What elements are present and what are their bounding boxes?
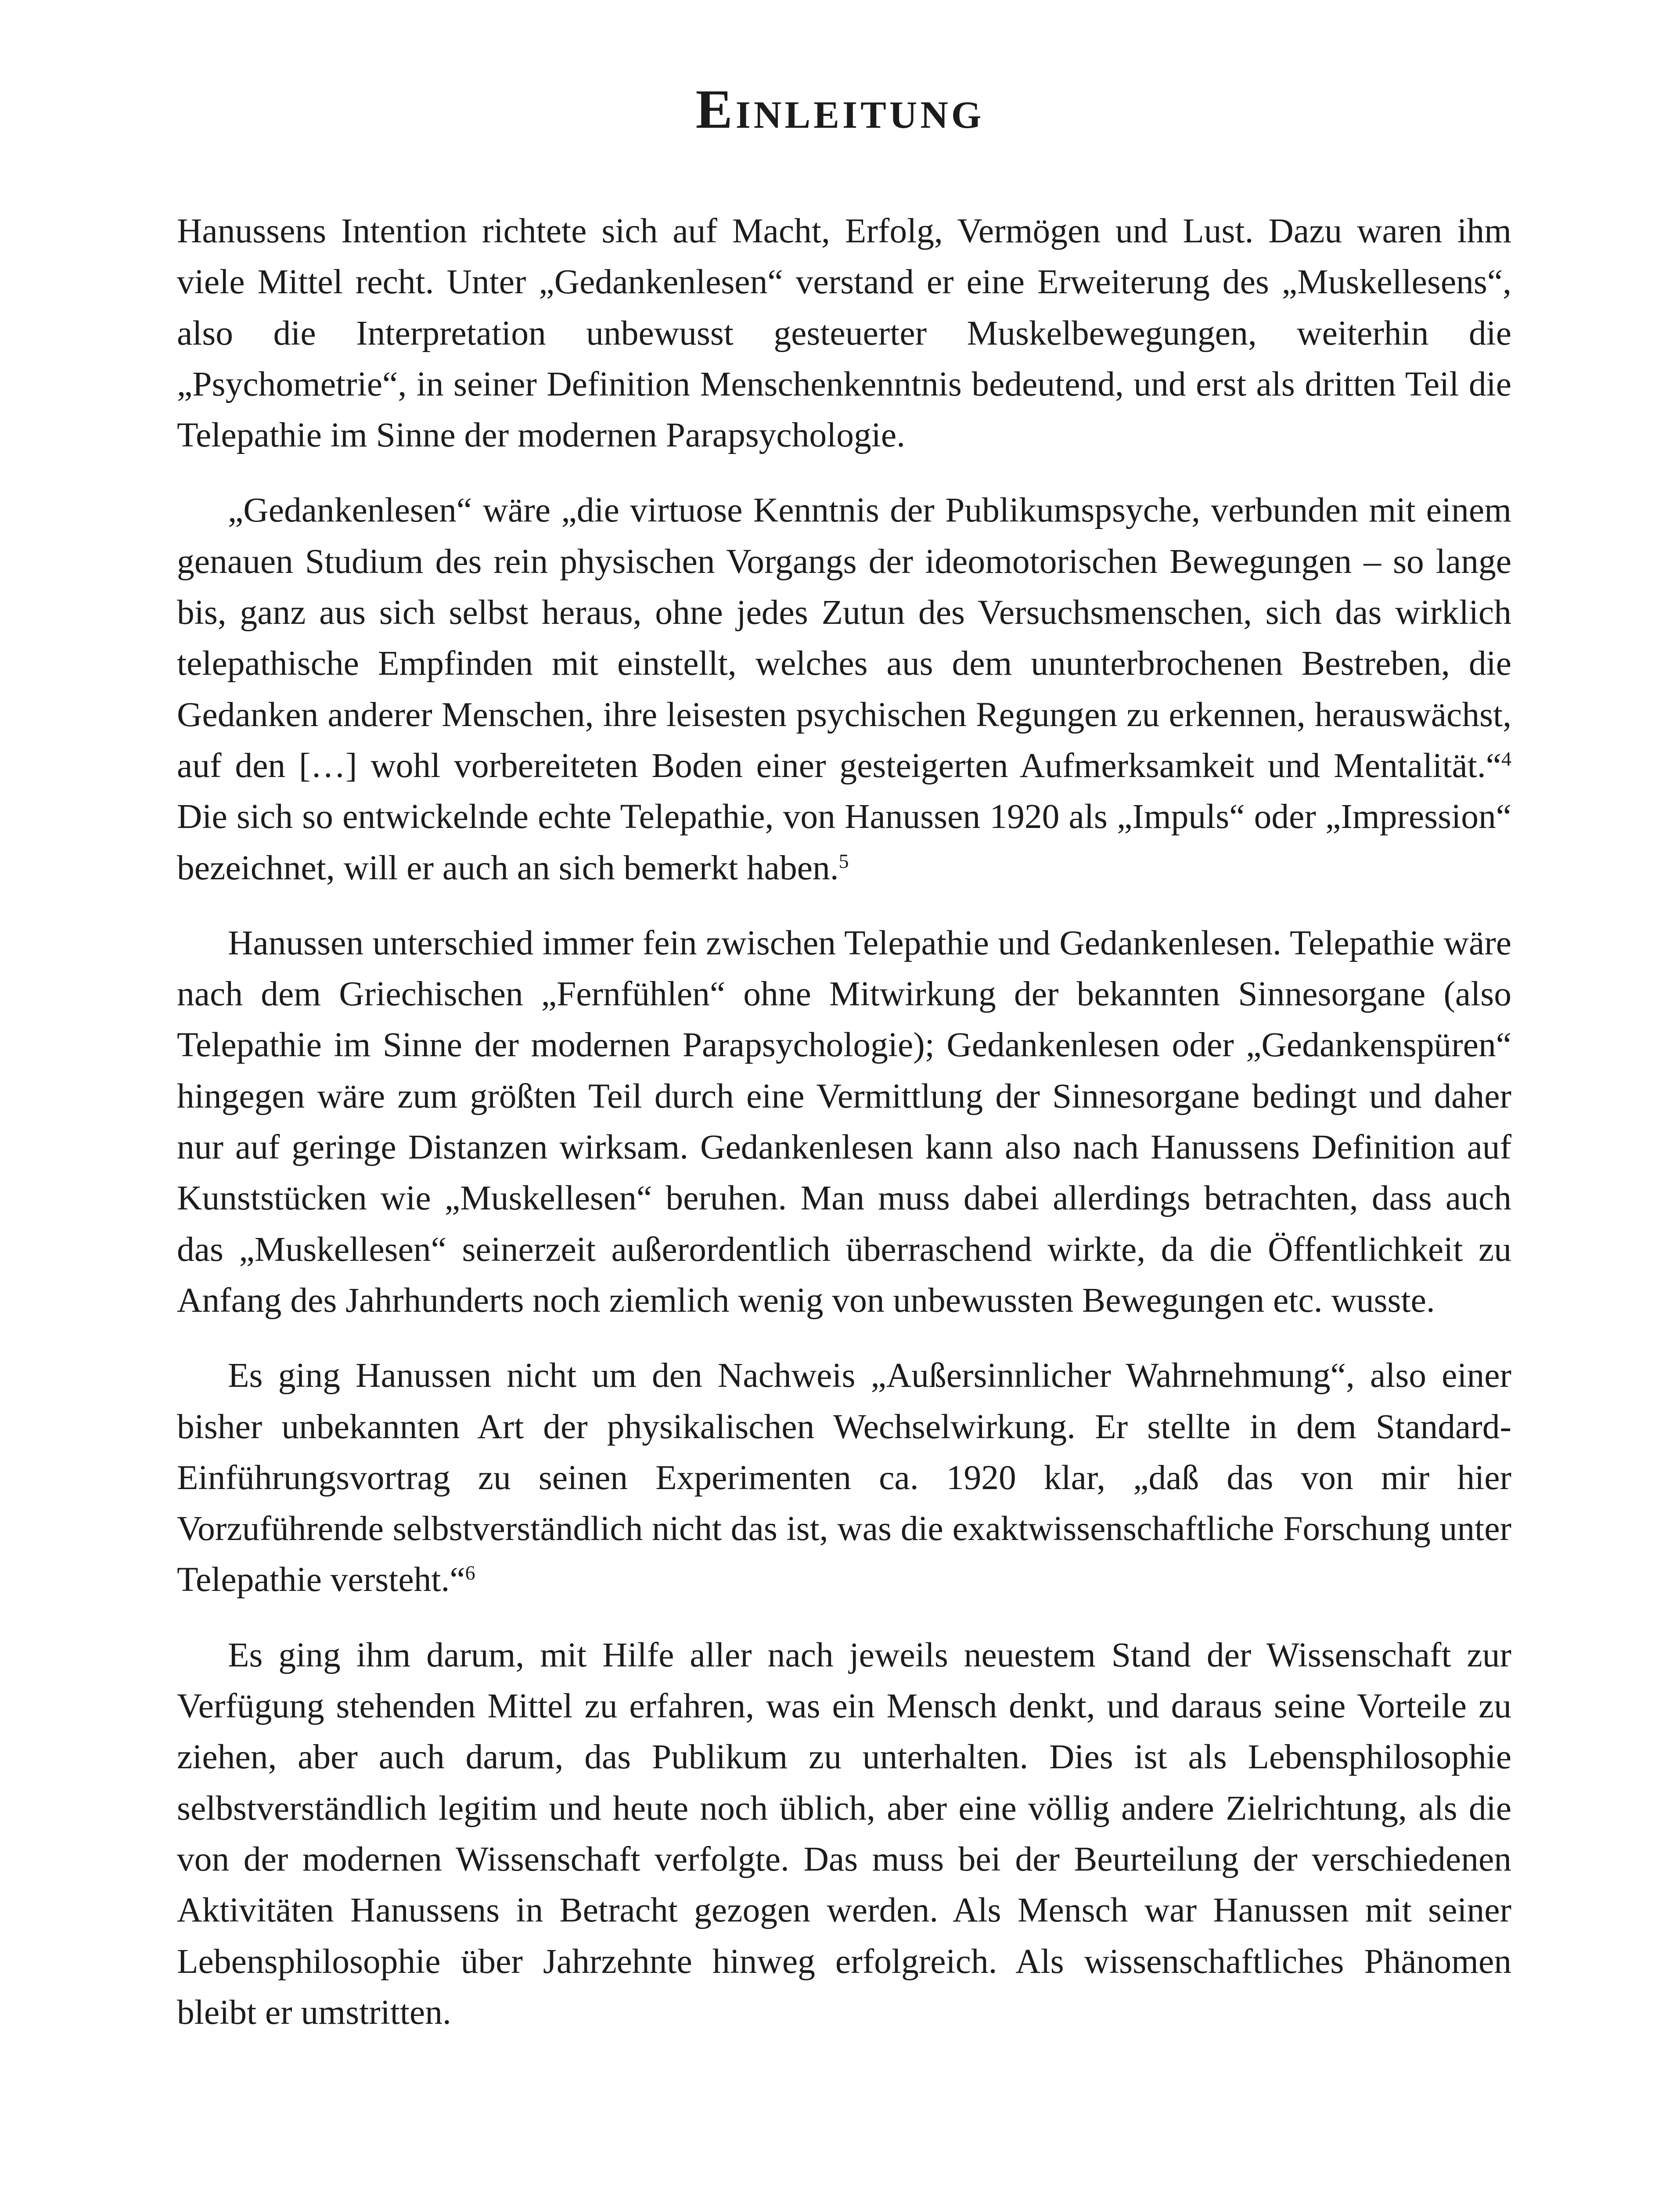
body-text — [177, 205, 1511, 2062]
footnote-ref-4: 4 — [1501, 747, 1511, 770]
paragraph-4-text: Es ging Hanussen nicht um den Nachweis „Außersinnlicher Wahrnehmung“, also einer bisher unbekannten Art der physikalischen Wechselwirkung. Er stellte in dem Standard-Einführungsvortrag zu seinen Experimenten ca. 1920 klar, „daß das von mir hier Vorzuführende selbstverständlich nicht das ist, was die exaktwissenschaftliche Forschung unter Telepathie versteht.“ — [177, 1356, 1511, 1599]
footnote-ref-5: 5 — [838, 849, 849, 872]
paragraph-2 — [177, 485, 1511, 893]
paragraph-5 — [177, 1630, 1511, 2038]
paragraph-4 — [177, 1350, 1511, 1605]
paragraph-3 — [177, 918, 1511, 1326]
chapter-title: Einleitung — [695, 79, 985, 140]
paragraph-5-text: Es ging ihm darum, mit Hilfe aller nach jeweils neuestem Stand der Wissenschaft zur Verfügung stehenden Mittel zu erfahren, was ein Mensch denkt, und daraus seine Vorteile zu ziehen, aber auch darum, das Publikum zu unterhalten. Dies ist als Lebensphilosophie selbstverständlich legitim und heute noch üblich, aber eine völlig andere Zielrichtung, als die von der modernen Wissenschaft verfolgte. Das muss bei der Beurteilung der verschiedenen Aktivitäten Hanussens in Betracht gezogen werden. Als Mensch war Hanussen mit seiner Lebensphilosophie über Jahrzehnte hinweg erfolgreich. Als wissenschaftliches Phänomen bleibt er umstritten. — [177, 1635, 1511, 2032]
paragraph-1 — [177, 205, 1511, 461]
footnote-ref-6: 6 — [465, 1562, 475, 1584]
paragraph-3-text: Hanussen unterschied immer fein zwischen Telepathie und Gedankenlesen. Telepathie wäre nach dem Griechischen „Fernfühlen“ ohne Mitwirkung der bekannten Sinnesorgane (also Telepathie im Sinne der modernen Parapsychologie); Gedankenlesen oder „Gedankenspüren“ hingegen wäre zum größten Teil durch eine Vermittlung der Sinnesorgane bedingt und daher nur auf geringe Distanzen wirksam. Gedankenlesen kann also nach Hanussens Definition auf Kunststücken wie „Muskellesen“ beruhen. Man muss dabei allerdings betrachten, dass auch das „Muskellesen“ seinerzeit außerordentlich überraschend wirkte, da die Öffentlichkeit zu Anfang des Jahrhunderts noch ziemlich wenig von unbewussten Bewegungen etc. wusste. — [177, 923, 1511, 1320]
paragraph-2-text-b: Die sich so entwickelnde echte Telepathie, von Hanussen 1920 als „Impuls“ oder „Impression“ bezeichnet, will er auch an sich bemerkt haben. — [177, 797, 1511, 887]
paragraph-1-text: Hanussens Intention richtete sich auf Macht, Erfolg, Vermögen und Lust. Dazu waren ihm viele Mittel recht. Unter „Gedankenlesen“ verstand er eine Erweiterung des „Muskellesens“, also die Interpretation unbewusst gesteuerter Muskelbewegungen, weiterhin die „Psychometrie“, in seiner Definition Menschenkenntnis bedeutend, und erst als dritten Teil die Telepathie im Sinne der modernen Parapsychologie. — [177, 212, 1511, 455]
paragraph-2-text-a: „Gedankenlesen“ wäre „die virtuose Kenntnis der Publikumspsyche, verbunden mit einem genauen Studium des rein physischen Vorgangs der ideomotorischen Bewegungen – so lange bis, ganz aus sich selbst heraus, ohne jedes Zutun des Versuchsmenschen, sich das wirklich telepathische Empfinden mit einstellt, welches aus dem ununterbrochenen Bestreben, die Gedanken anderer Menschen, ihre leisesten psychischen Regungen zu erkennen, herauswächst, auf den […] wohl vorbereiteten Boden einer gesteigerten Aufmerksamkeit und Mentalität.“ — [177, 491, 1511, 785]
